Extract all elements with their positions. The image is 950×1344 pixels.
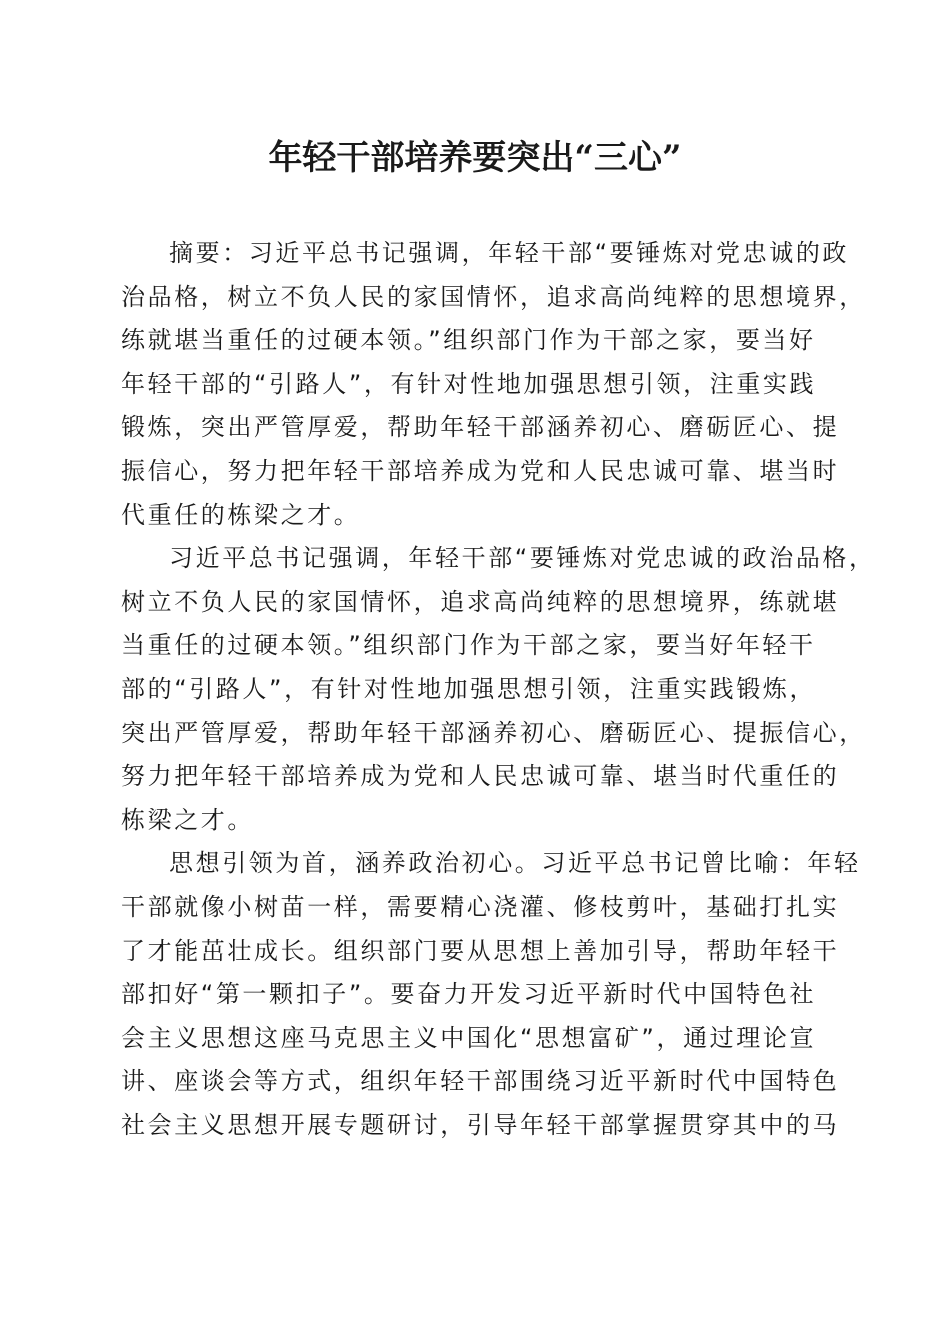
text-line: 树立不负人民的家国情怀，追求高尚纯粹的思想境界，练就堪 bbox=[121, 587, 840, 616]
text-line: 突出严管厚爱，帮助年轻干部涵养初心、磨砺匠心、提振信心， bbox=[121, 718, 866, 747]
text-line: 干部就像小树苗一样，需要精心浇灌、修枝剪叶，基础打扎实 bbox=[121, 892, 840, 921]
text-line: 社会主义思想开展专题研讨，引导年轻干部掌握贯穿其中的马 bbox=[121, 1110, 840, 1139]
text-line: 栋梁之才。 bbox=[121, 805, 254, 834]
body-paragraph bbox=[121, 842, 861, 1147]
text-line: 练就堪当重任的过硬本领。”组织部门作为干部之家，要当好 bbox=[121, 326, 816, 355]
text-line: 思想引领为首，涵养政治初心。习近平总书记曾比喻：年轻 bbox=[169, 849, 861, 878]
text-line: 讲、座谈会等方式，组织年轻干部围绕习近平新时代中国特色 bbox=[121, 1067, 840, 1096]
text-line: 代重任的栋梁之才。 bbox=[121, 500, 361, 529]
text-line: 年轻干部的“引路人”，有针对性地加强思想引领，注重实践 bbox=[121, 369, 817, 398]
text-line: 部扣好“第一颗扣子”。要奋力开发习近平新时代中国特色社 bbox=[121, 980, 817, 1009]
text-line: 当重任的过硬本领。”组织部门作为干部之家，要当好年轻干 bbox=[121, 631, 816, 660]
text-line: 了才能茁壮成长。组织部门要从思想上善加引导，帮助年轻干 bbox=[121, 936, 840, 965]
text-line: 习近平总书记强调，年轻干部“要锤炼对党忠诚的政治品格， bbox=[169, 544, 876, 573]
text-line: 振信心，努力把年轻干部培养成为党和人民忠诚可靠、堪当时 bbox=[121, 456, 840, 485]
text-line: 治品格，树立不负人民的家国情怀，追求高尚纯粹的思想境界， bbox=[121, 282, 866, 311]
document-title: 年轻干部培养要突出“三心” bbox=[268, 138, 682, 178]
text-line: 锻炼，突出严管厚爱，帮助年轻干部涵养初心、磨砺匠心、提 bbox=[121, 413, 840, 442]
text-line: 摘要：习近平总书记强调，年轻干部“要锤炼对党忠诚的政 bbox=[169, 239, 850, 267]
text-line: 部的“引路人”，有针对性地加强思想引领，注重实践锻炼， bbox=[121, 674, 817, 703]
text-line: 会主义思想这座马克思主义中国化“思想富矿”，通过理论宣 bbox=[121, 1023, 817, 1052]
document-body bbox=[121, 232, 876, 1147]
abstract-paragraph bbox=[121, 232, 866, 537]
text-line: 努力把年轻干部培养成为党和人民忠诚可靠、堪当时代重任的 bbox=[121, 762, 840, 791]
body-paragraph bbox=[121, 537, 876, 842]
